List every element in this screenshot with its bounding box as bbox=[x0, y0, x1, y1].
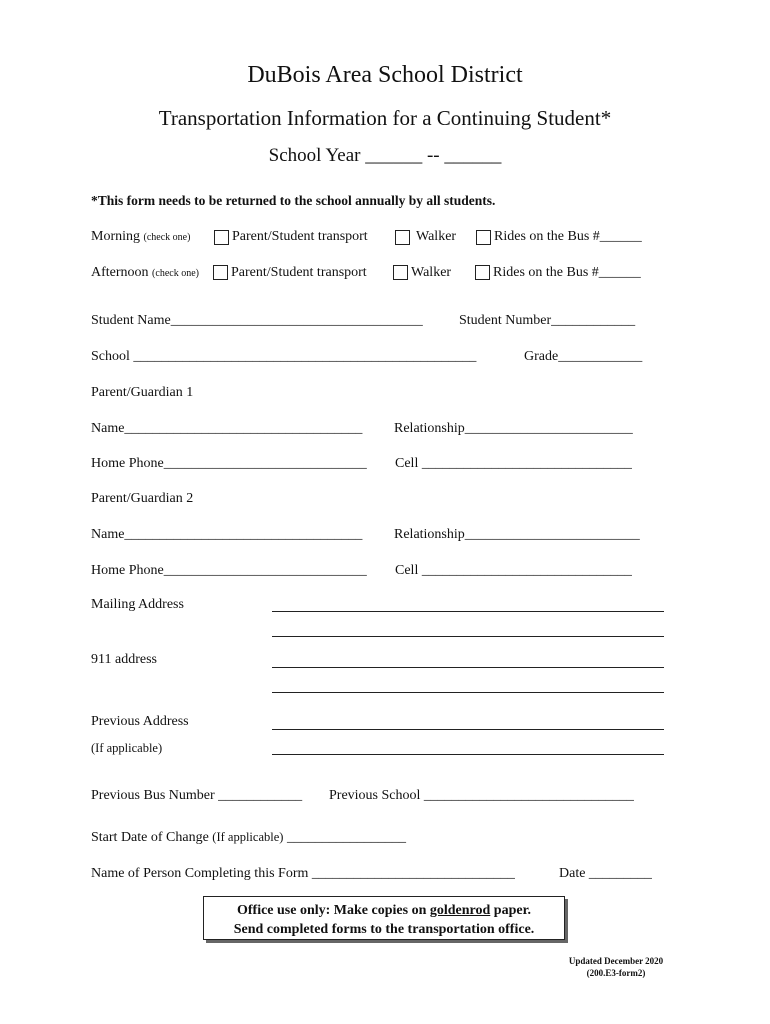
afternoon-row-label bbox=[91, 265, 199, 281]
guardian-2-cell-field[interactable]: Cell ______________________________ bbox=[395, 563, 632, 578]
updated-date: Updated December 2020 bbox=[568, 956, 664, 966]
previous-address-line-1[interactable] bbox=[272, 729, 664, 730]
afternoon-bus-checkbox[interactable] bbox=[475, 265, 490, 280]
morning-label: Morning bbox=[91, 229, 140, 244]
morning-parent-checkbox[interactable] bbox=[214, 230, 229, 245]
morning-bus-label[interactable]: Rides on the Bus #______ bbox=[494, 229, 642, 244]
mailing-address-line-1[interactable] bbox=[272, 611, 664, 612]
paper-color: goldenrod bbox=[429, 903, 491, 918]
office-use-paper: paper. bbox=[493, 903, 532, 918]
morning-row-label bbox=[91, 229, 190, 245]
morning-check-one: (check one) bbox=[143, 232, 191, 243]
morning-walker-label: Walker bbox=[416, 229, 457, 244]
e911-address-line-1[interactable] bbox=[272, 667, 664, 668]
e911-address-line-2[interactable] bbox=[272, 692, 664, 693]
guardian-1-name-field[interactable]: Name__________________________________ bbox=[91, 421, 363, 436]
afternoon-walker-checkbox[interactable] bbox=[393, 265, 408, 280]
student-name-field[interactable]: Student Name____________________________________ bbox=[91, 313, 423, 328]
return-notice: *This form needs to be returned to the school annually by all students. bbox=[91, 193, 496, 208]
guardian-2-home-phone-field[interactable]: Home Phone_____________________________ bbox=[91, 563, 367, 578]
guardian-2-name-field[interactable]: Name__________________________________ bbox=[91, 527, 363, 542]
guardian-1-cell-field[interactable]: Cell ______________________________ bbox=[395, 456, 632, 471]
form-subtitle: Transportation Information for a Continuing Student* bbox=[158, 106, 612, 130]
previous-address-line-2[interactable] bbox=[272, 754, 664, 755]
start-date-label: Start Date of Change bbox=[91, 830, 209, 845]
start-date-note: (If applicable) bbox=[212, 830, 284, 844]
afternoon-label: Afternoon bbox=[91, 265, 149, 280]
afternoon-parent-checkbox[interactable] bbox=[213, 265, 228, 280]
form-code: (200.E3-form2) bbox=[586, 968, 646, 978]
e911-address-label: 911 address bbox=[91, 652, 157, 667]
start-date-blank[interactable]: _________________ bbox=[286, 830, 406, 845]
guardian-2-relationship-field[interactable]: Relationship_________________________ bbox=[394, 527, 640, 542]
start-date-field[interactable] bbox=[91, 830, 406, 846]
morning-walker-checkbox[interactable] bbox=[395, 230, 410, 245]
morning-parent-label: Parent/Student transport bbox=[232, 229, 368, 244]
afternoon-walker-label: Walker bbox=[411, 265, 452, 280]
guardian-1-heading: Parent/Guardian 1 bbox=[91, 385, 194, 400]
guardian-2-heading: Parent/Guardian 2 bbox=[91, 491, 194, 506]
office-use-line-2: Send completed forms to the transportation office. bbox=[233, 922, 535, 937]
student-number-field[interactable]: Student Number____________ bbox=[459, 313, 636, 328]
previous-address-note: (If applicable) bbox=[91, 741, 163, 755]
office-use-box bbox=[203, 896, 565, 940]
form-title: DuBois Area School District bbox=[247, 62, 523, 88]
morning-bus-checkbox[interactable] bbox=[476, 230, 491, 245]
previous-address-label: Previous Address bbox=[91, 714, 189, 729]
school-field[interactable]: School _________________________________________________ bbox=[91, 349, 477, 364]
previous-school-field[interactable]: Previous School ______________________________ bbox=[329, 788, 634, 803]
previous-bus-number-field[interactable]: Previous Bus Number ____________ bbox=[91, 788, 303, 803]
completed-by-field[interactable]: Name of Person Completing this Form _____________________________ bbox=[91, 866, 515, 881]
guardian-1-relationship-field[interactable]: Relationship________________________ bbox=[394, 421, 633, 436]
office-use-line-1 bbox=[204, 901, 564, 920]
mailing-address-line-2[interactable] bbox=[272, 636, 664, 637]
date-field[interactable]: Date _________ bbox=[559, 866, 652, 881]
afternoon-check-one: (check one) bbox=[152, 268, 199, 279]
afternoon-parent-label: Parent/Student transport bbox=[231, 265, 367, 280]
grade-field[interactable]: Grade____________ bbox=[524, 349, 643, 364]
office-use-text: Office use only: Make copies on bbox=[236, 903, 427, 918]
guardian-1-home-phone-field[interactable]: Home Phone_____________________________ bbox=[91, 456, 367, 471]
school-year-field[interactable]: School Year ______ -- ______ bbox=[268, 145, 502, 166]
afternoon-bus-label[interactable]: Rides on the Bus #______ bbox=[493, 265, 641, 280]
mailing-address-label: Mailing Address bbox=[91, 597, 184, 612]
